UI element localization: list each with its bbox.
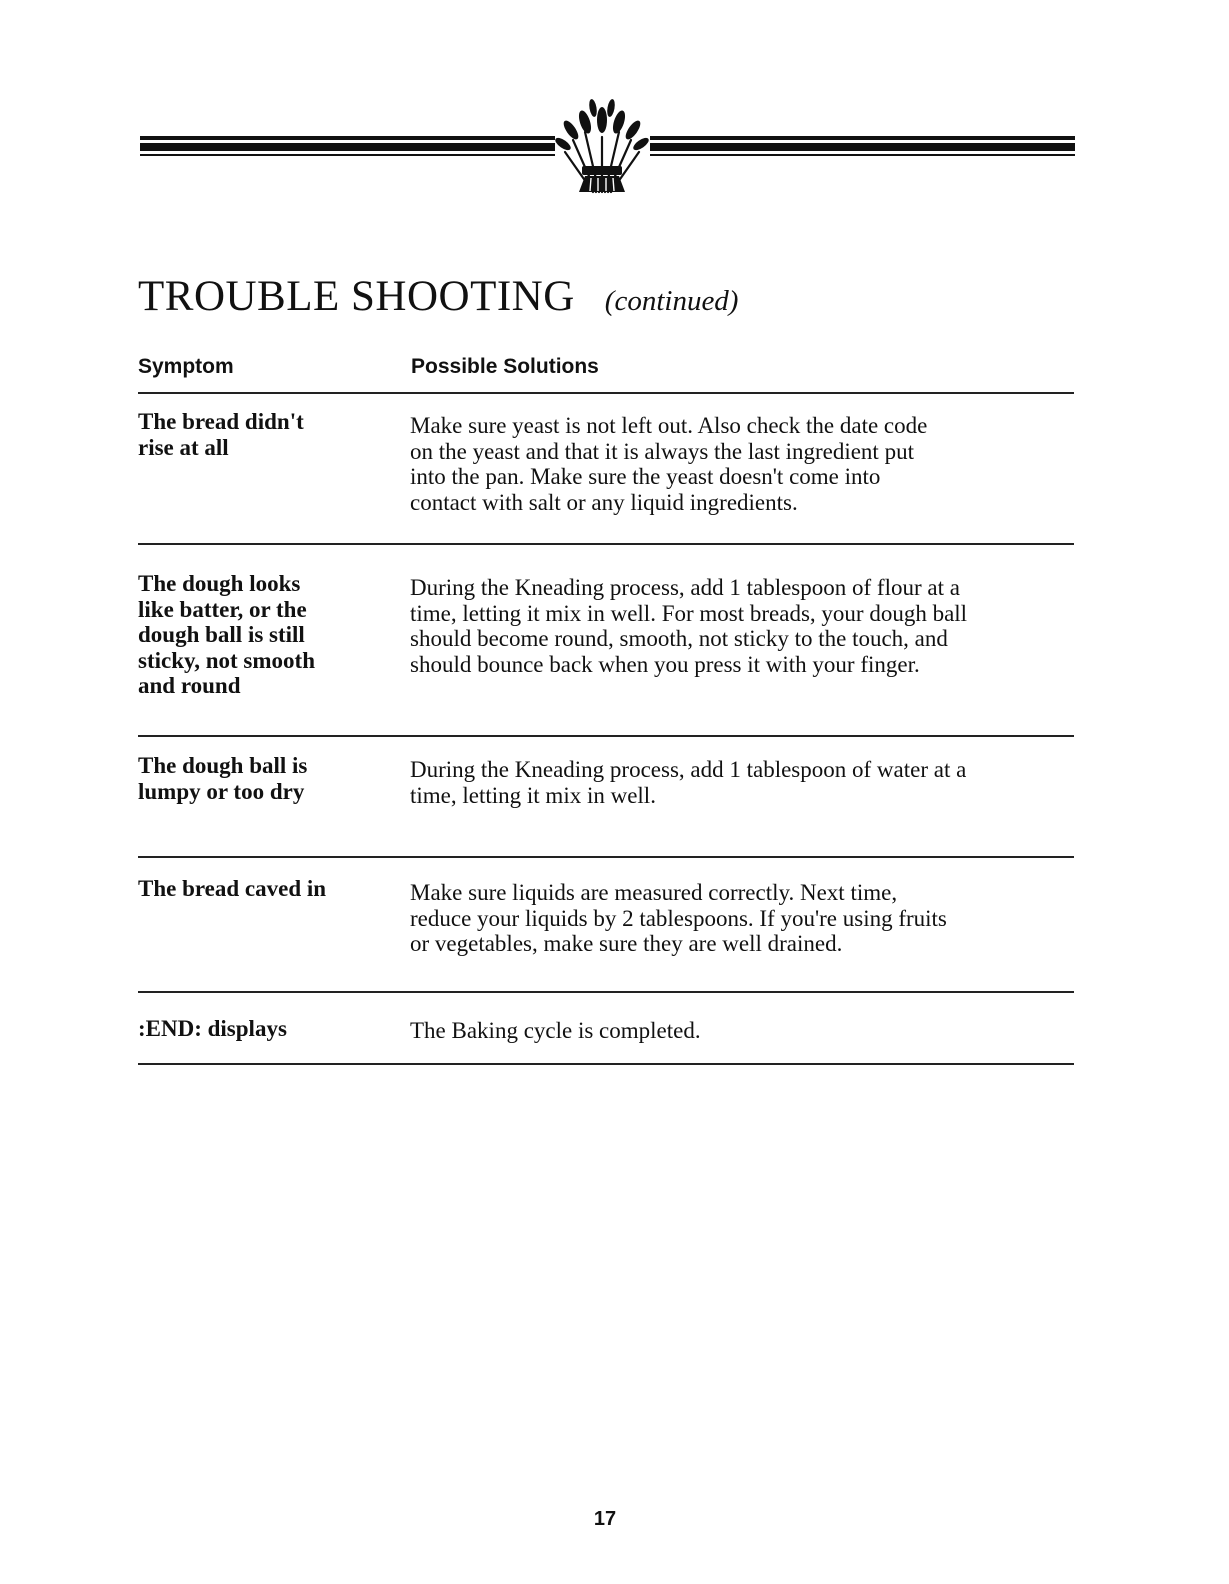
wheat-sheaf-icon xyxy=(555,92,650,204)
solution-line: Make sure yeast is not left out. Also check the date code xyxy=(410,413,928,438)
table-divider xyxy=(138,991,1074,993)
table-divider xyxy=(138,856,1074,858)
symptom-line: and round xyxy=(138,673,241,698)
symptom-cell xyxy=(138,876,388,902)
table-divider xyxy=(138,543,1074,545)
table-divider xyxy=(138,1063,1074,1065)
solution-line: time, letting it mix in well. xyxy=(410,782,656,808)
symptom-line: rise at all xyxy=(138,434,229,460)
solution-cell xyxy=(410,880,1070,957)
page-number: 17 xyxy=(593,1508,617,1530)
solution-line: reduce your liquids by 2 tablespoons. If you're using fruits xyxy=(410,905,947,931)
solution-cell xyxy=(410,413,1070,515)
solution-cell xyxy=(410,757,1070,808)
solution-line: should bounce back when you press it with your finger. xyxy=(410,651,920,677)
symptom-cell xyxy=(138,571,388,699)
symptom-line: The bread didn't xyxy=(138,409,304,434)
symptom-line: like batter, or the xyxy=(138,596,307,622)
symptom-line: sticky, not smooth xyxy=(138,647,315,673)
solution-line: Make sure liquids are measured correctly. Next time, xyxy=(410,880,898,905)
solution-cell xyxy=(410,575,1070,677)
symptom-cell xyxy=(138,409,388,460)
title-main: TROUBLE SHOOTING xyxy=(138,273,575,320)
symptom-cell xyxy=(138,1016,388,1042)
symptom-line: lumpy or too dry xyxy=(138,778,305,804)
page-title xyxy=(138,272,738,321)
symptom-line: The dough looks xyxy=(138,571,301,596)
solution-line: or vegetables, make sure they are well drained. xyxy=(410,931,843,956)
column-header-solutions: Possible Solutions xyxy=(411,355,599,378)
column-header-symptom: Symptom xyxy=(138,355,234,378)
symptom-cell xyxy=(138,753,388,804)
symptom-line: The dough ball is xyxy=(138,753,308,778)
solution-line: into the pan. Make sure the yeast doesn't come into xyxy=(410,464,881,489)
table-divider xyxy=(138,392,1074,394)
symptom-line: dough ball is still xyxy=(138,622,305,647)
solution-line: on the yeast and that it is always the last ingredient put xyxy=(410,438,914,464)
solution-line: During the Kneading process, add 1 tablespoon of flour at a xyxy=(410,575,960,600)
title-subtitle: (continued) xyxy=(604,285,739,317)
solution-line: should become round, smooth, not sticky to the touch, and xyxy=(410,626,948,651)
solution-line: time, letting it mix in well. For most breads, your dough ball xyxy=(410,600,968,626)
table-divider xyxy=(138,735,1074,737)
solution-line: contact with salt or any liquid ingredients. xyxy=(410,489,798,515)
symptom-line: The bread caved in xyxy=(138,876,327,901)
solution-cell xyxy=(410,1018,1070,1044)
symptom-line: :END: displays xyxy=(138,1016,287,1041)
solution-line: The Baking cycle is completed. xyxy=(410,1018,701,1043)
solution-line: During the Kneading process, add 1 tablespoon of water at a xyxy=(410,757,967,782)
